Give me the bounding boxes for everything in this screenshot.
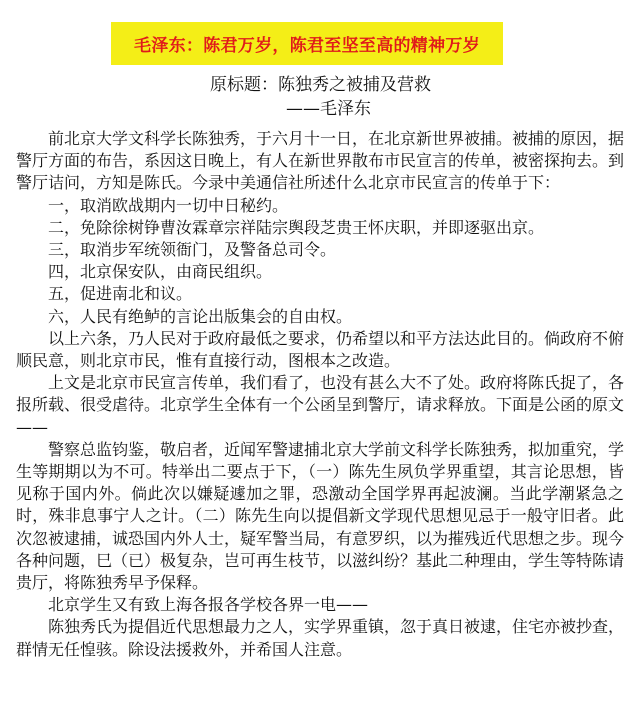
paragraph-letter: 警察总监钧鉴，敬启者，近闻军警逮捕北京大学前文科学长陈独秀，拟加重究，学生等期期以为不可。特举出二要点于下，（一）陈先生夙负学界重望，其言论思想，皆见称于国内外。倘此次以嫌疑遽加之罪，恐激动全国学界再起波澜。当此学潮紧急之时，殊非息事宁人之计。（二）陈先生向以提倡新文学现代思想见忌于一般守旧者。此次忽被逮捕，诚恐国内外人士，疑军警当局，有意罗织，以为摧残近代思想之步。现今各种问题，巳（已）极复杂，岂可再生枝节，以滋纠纷？基此二种理由，学生等特陈请贵厅，将陈独秀早予保释。 [16, 439, 625, 593]
paragraph-telegram: 陈独秀氏为提倡近代思想最力之人，实学界重镇，忽于真日被逮，住宅亦被抄查，群情无任惶骇。除设法援救外，并希国人注意。 [16, 617, 625, 659]
original-title: 原标题：陈独秀之被捕及营救 [210, 75, 431, 95]
list-item-3: 三，取消步军统领衙门，及警备总司令。 [48, 240, 337, 260]
paragraph-commentary: 上文是北京市民宣言传单，我们看了，也没有甚么大不了处。政府将陈氏捉了，各报所载、很受虐待。北京学生全体有一个公函呈到警厅，请求释放。下面是公函的原文—— [16, 373, 625, 437]
list-item-4: 四，北京保安队，由商民组织。 [48, 262, 273, 282]
list-item-2: 二，免除徐树铮曹汝霖章宗祥陆宗舆段芝贵王怀庆职，并即逐驱出京。 [48, 217, 545, 237]
list-item-6: 六，人民有绝鲈的言论出版集会的自由权。 [48, 306, 353, 326]
headline-banner [111, 22, 503, 65]
paragraph-intro: 前北京大学文科学长陈独秀，于六月十一日，在北京新世界被捕。被捕的原因，据警厅方面的布告，系因这日晚上，有人在新世界散布市民宣言的传单，被密探拘去。到警厅诘问，方知是陈氏。今录中美通信社所述什么北京市民宣言的传单于下： [16, 129, 625, 193]
paragraph-summary: 以上六条，乃人民对于政府最低之要求，仍希望以和平方法达此目的。倘政府不俯顺民意，则北京市民，惟有直接行动，图根本之改造。 [16, 328, 625, 371]
article-body [16, 128, 624, 661]
headline-text: 毛泽东：陈君万岁，陈君至坚至高的精神万岁 [134, 36, 480, 56]
list-item-1: 一，取消欧战期内一切中日秘约。 [48, 195, 289, 215]
list-item-5: 五，促进南北和议。 [48, 284, 193, 304]
paragraph-telegram-intro: 北京学生又有致上海各报各学校各界一电—— [48, 595, 369, 615]
author-line: ——毛泽东 [286, 99, 371, 119]
